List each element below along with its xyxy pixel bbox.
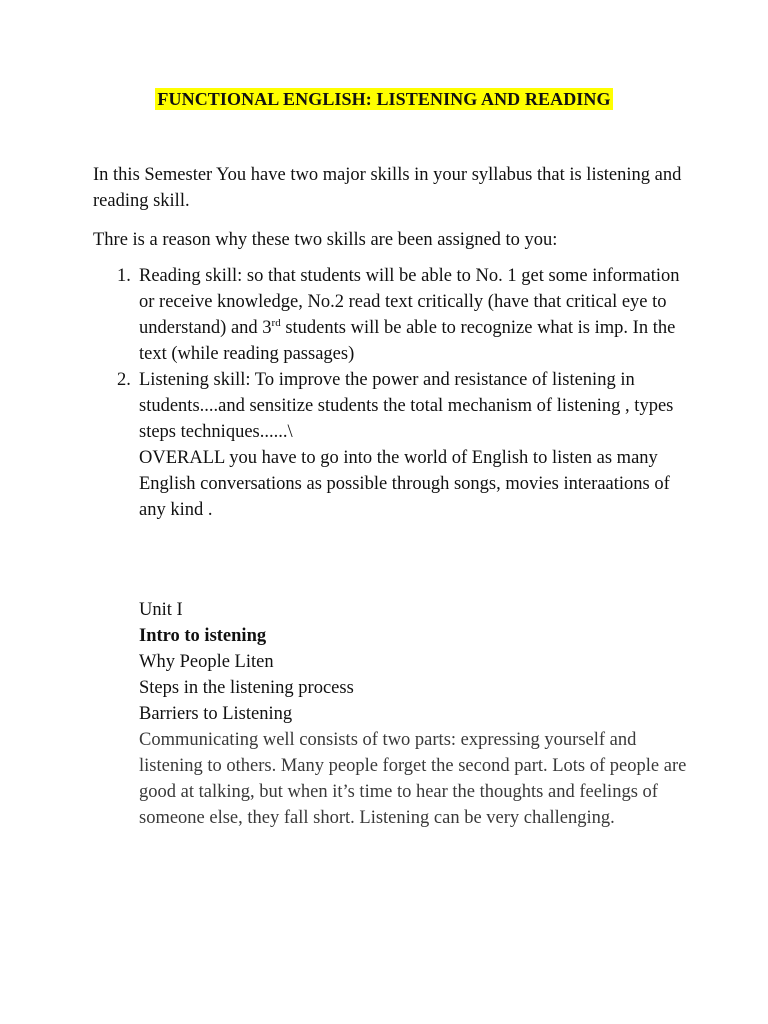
unit-topic: Why People Liten xyxy=(139,652,274,672)
reason-paragraph: Thre is a reason why these two skills are been assigned to you: xyxy=(93,230,558,250)
skills-list xyxy=(93,263,693,523)
ordinal-superscript: rd xyxy=(271,316,281,329)
list-item-reading xyxy=(93,263,693,367)
overall-text: OVERALL you have to go into the world of English to listen as many English conversations as possible through songs, movies interaations of any kind . xyxy=(139,448,670,520)
listening-text: Listening skill: To improve the power and resistance of listening in students....and sensitize students the total mechanism of listening , types steps techniques......\ xyxy=(139,370,674,442)
document-title: FUNCTIONAL ENGLISH: LISTENING AND READING xyxy=(157,89,611,109)
unit-topic: Steps in the listening process xyxy=(139,678,354,698)
list-item-listening xyxy=(93,367,693,523)
title-container xyxy=(0,88,768,110)
unit-topic-bold: Intro to istening xyxy=(139,626,267,646)
reading-text-end: students will be able to recognize what is imp. In the text (while reading passages) xyxy=(139,318,676,364)
unit-body-paragraph: Communicating well consists of two parts: expressing yourself and listening to others. Many people forget the second part. Lots of people are good at talking, but when it’s time to hear the thoughts and feelings of someone else, they fall short. Listening can be very challenging. xyxy=(139,730,687,828)
unit-section xyxy=(139,597,689,831)
list-number: 2. xyxy=(117,370,131,390)
reading-text-start: Reading skill: so that students will be able to No. 1 get some information or receive knowledge, No.2 read text critically (have that critical eye to understand) and 3 xyxy=(139,266,680,338)
unit-heading: Unit I xyxy=(139,600,183,620)
intro-paragraph: In this Semester You have two major skills in your syllabus that is listening and reading skill. xyxy=(93,165,682,211)
list-number: 1. xyxy=(117,266,131,286)
unit-topic: Barriers to Listening xyxy=(139,704,293,724)
